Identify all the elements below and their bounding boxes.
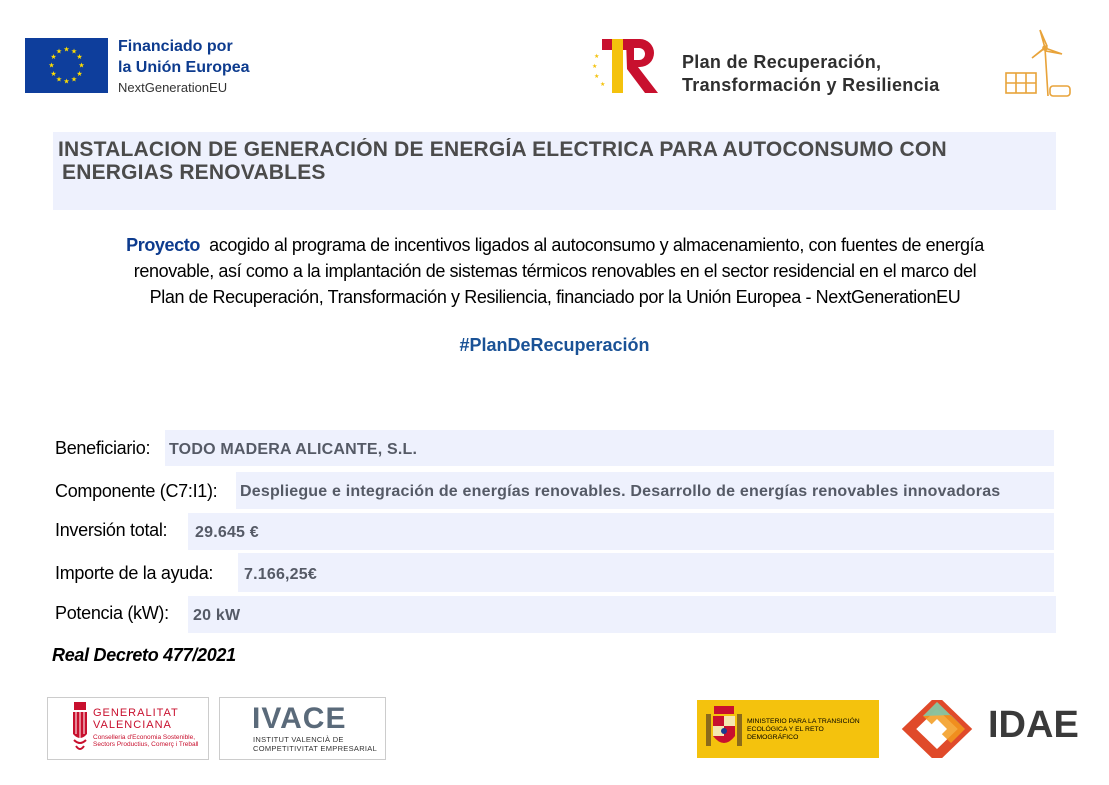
prtr-logo-icon [592, 36, 664, 96]
idae-wordmark: IDAE [988, 704, 1079, 746]
beneficiario-value: TODO MADERA ALICANTE, S.L. [169, 441, 418, 458]
ivace-subtitle: INSTITUT VALENCIÀ DE COMPETITIVITAT EMPRESARIAL [253, 735, 378, 753]
componente-value: Despliegue e integración de energías renovables. Desarrollo de energías renovables innovadoras [240, 483, 1001, 500]
project-title-line1: INSTALACION DE GENERACIÓN DE ENERGÍA ELECTRICA PARA AUTOCONSUMO CON [58, 138, 947, 161]
description-line1-text: acogido al programa de incentivos ligados al autoconsumo y almacenamiento, con fuentes de energía [209, 235, 984, 255]
svg-text:★: ★ [50, 70, 57, 78]
spain-coat-of-arms-icon [704, 704, 744, 759]
hashtag-plan: #PlanDeRecuperación [459, 335, 650, 355]
svg-text:★: ★ [70, 75, 78, 84]
svg-text:★: ★ [594, 73, 600, 80]
svg-text:★: ★ [70, 47, 78, 56]
generalitat-conselleria: Conselleria d'Economia Sostenible, Sectors Productius, Comerç i Treball [93, 734, 199, 748]
svg-text:★: ★ [50, 53, 57, 61]
description-line1 [30, 232, 1080, 258]
plan-title-line1: Plan de Recuperación, [682, 52, 882, 72]
beneficiario-label: Beneficiario: [55, 438, 151, 458]
eu-funded-line2: la Unión Europea [118, 59, 250, 76]
idae-symbol-icon [895, 700, 980, 758]
svg-text:★: ★ [48, 61, 55, 70]
svg-text:★: ★ [78, 61, 85, 70]
plan-title-line2: Transformación y Resiliencia [682, 75, 940, 95]
inversion-label: Inversión total: [55, 520, 168, 540]
svg-text:★: ★ [55, 75, 63, 84]
svg-text:★: ★ [76, 53, 83, 61]
renewable-energy-icon [1000, 28, 1075, 100]
potencia-value: 20 kW [193, 607, 241, 624]
svg-text:★: ★ [592, 63, 598, 70]
generalitat-crest-icon [70, 700, 90, 761]
project-description [30, 232, 1080, 310]
real-decreto-label: Real Decreto 477/2021 [52, 645, 236, 665]
componente-label: Componente (C7:I1): [55, 481, 218, 501]
generalitat-line2: VALENCIANA [93, 719, 172, 731]
ayuda-label: Importe de la ayuda: [55, 563, 214, 583]
ivace-wordmark: IVACE [252, 702, 347, 735]
svg-text:★: ★ [55, 47, 63, 56]
ayuda-value: 7.166,25€ [244, 566, 317, 583]
svg-text:★: ★ [63, 77, 70, 86]
description-line3: Plan de Recuperación, Transformación y Resiliencia, financiado por la Unión Europea - NextGenerationEU [149, 287, 961, 307]
eu-nextgen-label: NextGenerationEU [118, 80, 228, 95]
svg-text:★: ★ [594, 53, 600, 60]
ministerio-text: MINISTERIO PARA LA TRANSICIÓN ECOLÓGICA Y EL RETO DEMOGRÁFICO [747, 718, 860, 741]
inversion-value: 29.645 € [195, 524, 259, 541]
eu-flag-logo [25, 38, 108, 93]
svg-text:★: ★ [600, 81, 606, 88]
potencia-label: Potencia (kW): [55, 603, 169, 623]
project-title-line2: ENERGIAS RENOVABLES [62, 161, 326, 184]
description-line2: renovable, así como a la implantación de sistemas térmicos renovables en el sector residencial en el marco del [133, 261, 977, 281]
eu-funded-line1: Financiado por [118, 38, 233, 55]
generalitat-line1: GENERALITAT [93, 707, 179, 719]
svg-text:★: ★ [63, 45, 70, 54]
description-lead: Proyecto [126, 235, 200, 255]
svg-text:★: ★ [76, 70, 83, 78]
